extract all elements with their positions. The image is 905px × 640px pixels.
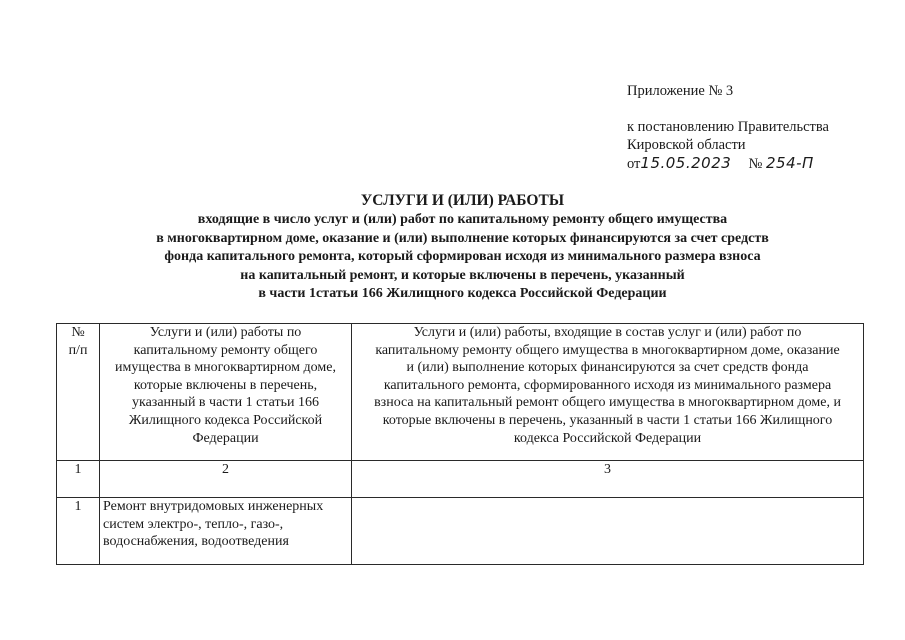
- column-number-row: [57, 461, 864, 498]
- table-header-row: [57, 324, 864, 461]
- row-details: [352, 498, 864, 565]
- header-services-line: Федерации: [192, 430, 259, 446]
- header-details-line: капитального ремонта, сформированного исходя из минимального размера: [383, 377, 832, 393]
- header-services-line: Жилищного кодекса Российской: [128, 412, 323, 428]
- title-line-1: входящие в число услуг и (или) работ по капитальному ремонту общего имущества: [197, 212, 728, 227]
- header-services-line: имущества в многоквартирном доме,: [115, 360, 336, 376]
- title-line-3: фонда капитального ремонта, который сформирован исходя из минимального размера взноса: [164, 249, 761, 264]
- header-number: [57, 324, 100, 461]
- header-services-line: которые включены в перечень,: [133, 377, 318, 393]
- header-details-line: Услуги и (или) работы, входящие в состав услуг и (или) работ по: [413, 325, 802, 340]
- header-details: [352, 324, 864, 461]
- header-services-line: указанный в части 1 статьи 166: [132, 395, 319, 411]
- title-line-5: в части 1статьи 166 Жилищного кодекса Российской Федерации: [258, 286, 667, 301]
- header-services-line: капитальному ремонту общего: [133, 342, 318, 358]
- header-services: [100, 324, 352, 461]
- handwritten-number: 254-П: [766, 154, 814, 172]
- header-number-line: п/п: [68, 342, 88, 358]
- row-number: 1: [57, 498, 100, 565]
- header-number-line: №: [71, 325, 85, 340]
- appendix-label: Приложение № 3: [627, 83, 734, 99]
- column-number-3: 3: [352, 461, 864, 498]
- number-prefix: №: [748, 156, 763, 172]
- header-details-line: и (или) выполнение которых финансируются за счет средств фонда: [406, 360, 809, 376]
- appendix-header: [627, 82, 829, 173]
- header-services-line: Услуги и (или) работы по: [149, 325, 302, 340]
- appendix-region-line: Кировской области: [627, 137, 746, 153]
- table-row: [57, 498, 864, 565]
- header-details-line: капитальному ремонту общего имущества в многоквартирном доме, оказание: [375, 342, 840, 358]
- handwritten-date: 15.05.2023: [640, 154, 732, 172]
- services-table: [56, 323, 864, 565]
- column-number-1: 1: [57, 461, 100, 498]
- row-service: [100, 498, 352, 565]
- title-line-4: на капитальный ремонт, и которые включены в перечень, указанный: [240, 267, 685, 283]
- appendix-decree-line: к постановлению Правительства: [627, 119, 829, 135]
- from-prefix: от: [627, 156, 641, 172]
- title-main: УСЛУГИ И (ИЛИ) РАБОТЫ: [360, 192, 565, 209]
- appendix-date-number-line: [627, 154, 829, 173]
- document-title: [60, 191, 865, 304]
- column-number-2: 2: [100, 461, 352, 498]
- header-details-line: взноса на капитальный ремонт общего имущества в многоквартирном доме, и: [374, 395, 841, 411]
- header-details-line: которые включены в перечень, указанный в части 1 статьи 166 Жилищного: [382, 412, 833, 428]
- header-details-line: кодекса Российской Федерации: [513, 430, 702, 446]
- title-line-2: в многоквартирном доме, оказание и (или) выполнение которых финансируются за счет средств: [156, 230, 769, 246]
- row-service-line: водоснабжения, водоотведения: [103, 534, 289, 550]
- row-service-line: систем электро-, тепло-, газо-,: [103, 516, 284, 532]
- row-service-line: Ремонт внутридомовых инженерных: [103, 499, 324, 514]
